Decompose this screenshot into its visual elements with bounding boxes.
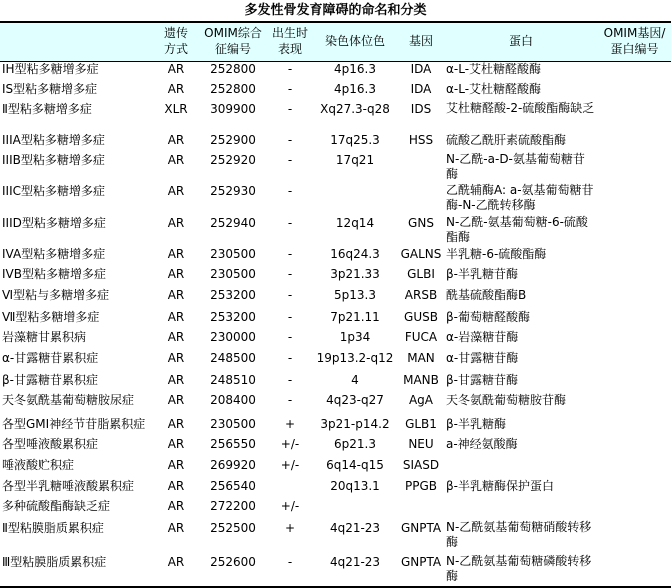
cell-omim: 269920: [210, 458, 256, 472]
cell-gene: HSS: [408, 133, 434, 147]
cell-inh: AR: [167, 479, 185, 493]
cell-gene: PPGB: [404, 479, 437, 493]
cell-omim: 252930: [210, 184, 256, 198]
cell-gene: GUSB: [404, 310, 438, 324]
cell-gene: MANB: [403, 373, 439, 387]
cell-prot: N-乙酰-氨基葡萄糖-6-硫酸酯酶: [446, 215, 588, 244]
cell-onset: -: [287, 247, 293, 261]
cell-prot: β-半乳糖苷酶: [446, 267, 518, 281]
cell-chr: Xq27.3-q28: [320, 102, 390, 116]
cell-omim: 230500: [210, 267, 256, 281]
cell-name: Ⅱ型粘膜脂质累积症: [2, 521, 104, 535]
cell-name: IIID型粘多糖增多症: [2, 216, 106, 230]
cell-gene: MAN: [407, 351, 435, 365]
cell-prot: a-神经氨酸酶: [446, 437, 518, 451]
cell-gene: AgA: [408, 393, 434, 407]
header-inh-line: 方式: [163, 42, 188, 56]
cell-chr: 16q24.3: [330, 247, 380, 261]
cell-name: 各型半乳糖唾液酸累积症: [2, 479, 135, 493]
cell-gene: IDA: [410, 62, 432, 76]
cell-onset: -: [287, 267, 293, 281]
cell-name: IIIA型粘多糖增多症: [2, 133, 105, 147]
cell-onset: -: [287, 184, 293, 198]
cell-chr: 4p16.3: [334, 62, 376, 76]
cell-inh: AR: [167, 521, 185, 535]
cell-name: Ⅱ型粘多糖增多症: [2, 102, 92, 116]
cell-inh: AR: [167, 330, 185, 344]
cell-omim: 252940: [210, 216, 256, 230]
cell-omim: 272200: [210, 499, 256, 513]
cell-name: Ⅲ型粘膜脂质累积症: [2, 555, 107, 569]
table-title: 多发性骨发育障碍的命名和分类: [244, 3, 427, 18]
cell-chr: 6q14-q15: [326, 458, 384, 472]
cell-omim: 256550: [210, 437, 256, 451]
cell-name: IS型粘多糖增多症: [2, 82, 98, 96]
cell-gene: GNPTA: [400, 555, 442, 569]
cell-name: 唾液酸贮积症: [2, 458, 75, 472]
cell-onset: -: [287, 153, 293, 167]
cell-omim: 230500: [210, 417, 256, 431]
cell-chr: 4q21-23: [329, 555, 381, 569]
cell-inh: AR: [167, 417, 185, 431]
cell-name: Ⅵ型粘与多糖增多症: [2, 288, 110, 302]
cell-onset: -: [287, 310, 293, 324]
cell-omim: 252900: [210, 133, 256, 147]
cell-omim: 252600: [210, 555, 256, 569]
cell-omim: 230500: [210, 247, 256, 261]
cell-prot: 艾杜糖醛酸-2-硫酸酯酶缺乏: [446, 101, 595, 115]
cell-name: IVA型粘多糖增多症: [2, 247, 106, 261]
header-prot-line: 蛋白: [508, 34, 533, 48]
cell-omim: 252800: [210, 82, 256, 96]
cell-onset: -: [287, 82, 293, 96]
header-omim2-line: 蛋白编号: [610, 42, 659, 56]
header-onset-line: 出生时: [271, 26, 308, 40]
cell-chr: 6p21.3: [334, 437, 376, 451]
cell-name: 各型唾液酸累积症: [2, 437, 99, 451]
cell-onset: -: [287, 555, 293, 569]
cell-prot: N-乙酰-a-D-氨基葡萄糖苷酶: [446, 152, 585, 181]
cell-inh: AR: [167, 133, 185, 147]
header-omim2-line: OMIM基因/: [603, 26, 666, 40]
cell-prot: 酰基硫酸酯酶B: [446, 288, 527, 302]
cell-omim: 309900: [210, 102, 256, 116]
cell-prot: N-乙酰氨基葡萄糖磷酸转移酶: [446, 554, 592, 583]
cell-gene: FUCA: [404, 330, 438, 344]
cell-name: IVB型粘多糖增多症: [2, 267, 106, 281]
cell-gene: SIASD: [402, 458, 440, 472]
cell-omim: 208400: [210, 393, 256, 407]
cell-prot: α-岩藻糖苷酶: [446, 330, 519, 344]
cell-prot: 乙酰辅酶A: a-氨基葡萄糖苷酶-N-乙酰转移酶: [446, 183, 594, 212]
cell-inh: AR: [167, 247, 185, 261]
cell-inh: AR: [167, 62, 185, 76]
cell-onset: +/-: [280, 458, 300, 472]
cell-inh: AR: [167, 437, 185, 451]
header-chr-line: 染色体位色: [324, 34, 385, 48]
cell-chr: 3p21-p14.2: [320, 417, 390, 431]
cell-inh: AR: [167, 267, 185, 281]
cell-gene: ARSB: [404, 288, 438, 302]
header-onset-line: 表现: [277, 42, 302, 56]
cell-inh: AR: [167, 216, 185, 230]
cell-omim: 230000: [210, 330, 256, 344]
cell-name: 岩藻糖甘累积病: [2, 330, 87, 344]
cell-onset: -: [287, 393, 293, 407]
cell-inh: AR: [167, 555, 185, 569]
header-omim-line: OMIM综合: [204, 26, 262, 40]
cell-chr: 4q21-23: [329, 521, 381, 535]
cell-onset: -: [287, 351, 293, 365]
cell-gene: GNPTA: [400, 521, 442, 535]
cell-inh: AR: [167, 458, 185, 472]
cell-chr: 1p34: [339, 330, 371, 344]
cell-onset: +: [284, 521, 296, 535]
cell-inh: AR: [167, 153, 185, 167]
cell-prot: α-甘露糖苷酶: [446, 351, 519, 365]
cell-inh: AR: [167, 351, 185, 365]
header-gene-line: 基因: [408, 34, 433, 48]
cell-name: α-甘露糖苷累积症: [2, 351, 99, 365]
header-omim-line: 征编号: [214, 42, 251, 56]
cell-omim: 253200: [210, 310, 256, 324]
cell-prot: β-半乳糖酶: [446, 417, 506, 431]
header-inh-line: 遗传: [163, 26, 188, 40]
cell-gene: GLB1: [405, 417, 437, 431]
cell-omim: 248510: [210, 373, 256, 387]
cell-prot: α-L-艾杜糖醛酸酶: [446, 82, 542, 96]
cell-inh: AR: [167, 184, 185, 198]
cell-onset: -: [287, 330, 293, 344]
cell-omim: 252920: [210, 153, 256, 167]
cell-prot: β-半乳糖酶保护蛋白: [446, 479, 554, 493]
cell-prot: 半乳糖-6-硫酸酯酶: [446, 247, 547, 261]
cell-name: IIIC型粘多糖增多症: [2, 184, 105, 198]
cell-onset: -: [287, 288, 293, 302]
cell-chr: 4p16.3: [334, 82, 376, 96]
cell-name: β-甘露糖苷累积症: [2, 373, 98, 387]
cell-name: 天冬氨酰基葡萄糖胺尿症: [2, 393, 135, 407]
table-header: [0, 23, 671, 61]
cell-chr: 4: [351, 373, 359, 387]
cell-chr: 19p13.2-q12: [316, 351, 394, 365]
cell-name: IH型粘多糖增多症: [2, 62, 99, 76]
cell-chr: 3p21.33: [330, 267, 380, 281]
cell-chr: 17q21: [335, 153, 375, 167]
cell-onset: -: [287, 102, 293, 116]
cell-onset: -: [287, 373, 293, 387]
cell-name: IIIB型粘多糖增多症: [2, 153, 105, 167]
cell-chr: 20q13.1: [330, 479, 380, 493]
cell-chr: 4q23-q27: [326, 393, 384, 407]
cell-inh: AR: [167, 499, 185, 513]
cell-prot: β-甘露糖苷酶: [446, 373, 518, 387]
cell-prot: 天冬氨酰葡萄糖胺苷酶: [446, 393, 567, 407]
cell-onset: -: [287, 133, 293, 147]
cell-name: Ⅶ型粘多糖增多症: [2, 310, 100, 324]
cell-omim: 256540: [210, 479, 256, 493]
cell-chr: 12q14: [335, 216, 375, 230]
cell-omim: 248500: [210, 351, 256, 365]
cell-gene: GALNS: [400, 247, 442, 261]
cell-onset: -: [287, 62, 293, 76]
cell-name: 各型GMI神经节苷脂累积症: [2, 417, 146, 431]
cell-inh: AR: [167, 373, 185, 387]
cell-onset: +/-: [280, 437, 300, 451]
cell-prot: α-L-艾杜糖醛酸酶: [446, 62, 542, 76]
cell-omim: 253200: [210, 288, 256, 302]
cell-inh: AR: [167, 393, 185, 407]
cell-inh: AR: [167, 310, 185, 324]
cell-inh: XLR: [164, 102, 188, 116]
cell-onset: -: [287, 216, 293, 230]
cell-prot: N-乙酰氨基葡萄糖硝酸转移酶: [446, 520, 592, 549]
cell-onset: +/-: [280, 499, 300, 513]
cell-prot: 硫酸乙酰肝素硫酸酯酶: [446, 133, 567, 147]
cell-omim: 252500: [210, 521, 256, 535]
cell-gene: NEU: [408, 437, 434, 451]
cell-gene: GNS: [408, 216, 434, 230]
cell-chr: 17q25.3: [330, 133, 380, 147]
cell-chr: 7p21.11: [330, 310, 380, 324]
cell-gene: IDA: [410, 82, 432, 96]
cell-name: 多种硫酸酯酶缺乏症: [2, 499, 111, 513]
cell-gene: GLBI: [407, 267, 435, 281]
cell-chr: 5p13.3: [334, 288, 376, 302]
cell-prot: β-葡萄糖醛酸酶: [446, 310, 530, 324]
cell-gene: IDS: [410, 102, 432, 116]
cell-inh: AR: [167, 288, 185, 302]
cell-onset: +: [284, 417, 296, 431]
cell-omim: 252800: [210, 62, 256, 76]
cell-inh: AR: [167, 82, 185, 96]
